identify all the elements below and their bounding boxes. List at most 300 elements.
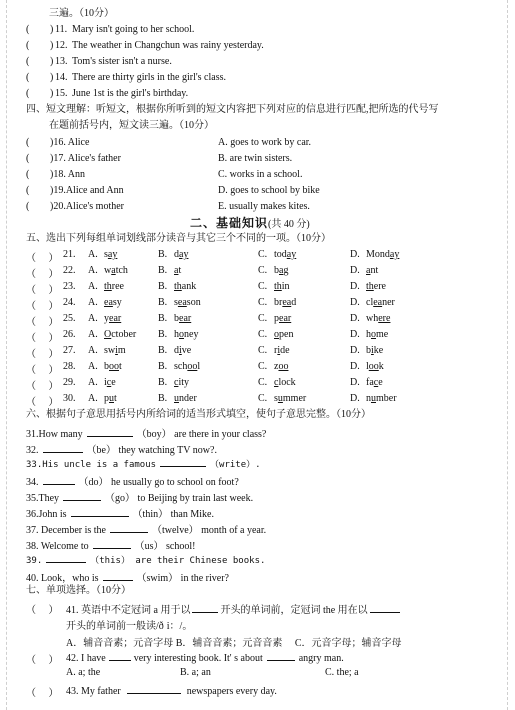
option-letter: B. <box>158 249 168 260</box>
option-letter: B. <box>158 329 168 340</box>
underlined-sound: a <box>279 265 284 276</box>
option-word <box>158 377 189 388</box>
question-42-stem <box>66 651 344 664</box>
word-part: g <box>283 265 289 276</box>
underlined-sound: th <box>174 281 182 292</box>
answer-paren-open[interactable]: ( <box>26 24 30 35</box>
sentence-start: 31.How many <box>26 429 83 440</box>
sentence-end: （twelve） month of a year. <box>151 525 267 536</box>
word-part: wh <box>366 313 379 324</box>
sentence-start: 33.His uncle is a famous <box>26 460 157 470</box>
question-number: 21. <box>63 249 76 260</box>
underlined-sound: u <box>371 393 376 404</box>
word-part: b <box>174 313 179 324</box>
section4-heading-cont: 在题前括号内，短文读三遍。（10分） <box>49 120 214 131</box>
word-part: e <box>111 377 116 388</box>
sentence-start: 39. <box>26 556 43 566</box>
match-left-item: )18. Ann <box>50 169 85 180</box>
question-stem: 开头的单词前一般读/ð <box>66 621 164 632</box>
option-word <box>350 329 388 340</box>
word-part: t <box>119 361 122 372</box>
option-word <box>88 265 128 276</box>
match-left-item: )20.Alice's mother <box>50 201 125 212</box>
question-number: 14. <box>55 72 68 83</box>
word-part: b <box>274 265 279 276</box>
underlined-sound: u <box>174 393 179 404</box>
option-word <box>258 377 296 388</box>
word-part: s <box>174 297 178 308</box>
word-part: in <box>281 281 290 292</box>
word-part: s <box>104 249 108 260</box>
answer-paren[interactable]: （ ） <box>26 365 59 376</box>
word-part: k <box>378 361 384 372</box>
option-letter: C. <box>258 297 268 308</box>
option-word <box>350 313 390 324</box>
option-letter: D. <box>350 361 360 372</box>
underlined-sound: oo <box>368 361 379 372</box>
answer-blank[interactable] <box>71 507 129 517</box>
underlined-sound: c <box>373 377 379 388</box>
option-word <box>350 281 386 292</box>
word-part: r <box>274 345 278 356</box>
word-part: lock <box>278 377 296 388</box>
option-word <box>350 265 378 276</box>
word-part: t <box>178 265 182 276</box>
question-41-line1 <box>66 601 402 616</box>
answer-blank[interactable] <box>160 457 206 467</box>
word-part: l <box>366 361 369 372</box>
fill-in-sentence <box>26 569 229 584</box>
option-word <box>158 361 200 372</box>
underlined-sound: i <box>115 345 118 356</box>
sentence-start: 40. Look，who is <box>26 573 99 584</box>
question-stem: angry man. <box>298 653 344 664</box>
word-part: ere <box>373 281 386 292</box>
statement-text: June 1st is the girl's birthday. <box>72 88 189 99</box>
option-letter: B. <box>158 265 168 276</box>
fill-in-sentence <box>26 457 261 470</box>
word-part: son <box>186 297 201 308</box>
option-letter: B. <box>158 361 168 372</box>
question-stem: 42. I have <box>66 653 106 664</box>
underlined-sound: i <box>371 345 374 356</box>
option-word <box>258 361 288 372</box>
option-word <box>258 393 306 404</box>
option-letter: A. <box>88 361 98 372</box>
option-letter: A. <box>88 281 98 292</box>
underlined-sound: u <box>277 393 283 404</box>
option-letter: A. <box>88 265 98 276</box>
option-letter: D. <box>350 329 360 340</box>
word-part: sw <box>104 345 116 356</box>
option-word <box>350 345 383 356</box>
option-word <box>88 345 126 356</box>
answer-paren[interactable]: （ ） <box>26 381 59 392</box>
word-part: mmer <box>282 393 307 404</box>
option-letter: C. <box>258 329 268 340</box>
answer-paren[interactable]: （ ） <box>26 605 59 616</box>
word-part: b <box>104 361 109 372</box>
sentence-end: （go） to Beijing by train last week. <box>105 493 254 504</box>
answer-paren-open[interactable]: ( <box>26 153 30 164</box>
option-word <box>258 329 293 340</box>
answer-paren-open[interactable]: ( <box>26 72 30 83</box>
option-word <box>88 313 121 324</box>
underlined-sound: O <box>104 329 112 340</box>
sentence-start: 35.They <box>26 493 60 504</box>
underlined-sound: a <box>366 265 371 276</box>
option-letter: C. <box>258 249 268 260</box>
answer-blank[interactable] <box>63 491 101 501</box>
option-letter: C. <box>258 345 268 356</box>
statement-text: There are thirty girls in the girl's class. <box>72 72 226 83</box>
option-word <box>258 297 296 308</box>
answer-blank[interactable] <box>103 571 133 581</box>
question-number: 15. <box>55 88 68 99</box>
question-number: 27. <box>63 345 76 356</box>
question-number: 11. <box>55 24 68 35</box>
underlined-sound: ea <box>104 297 113 308</box>
answer-paren[interactable]: （ ） <box>26 317 59 328</box>
word-part: d <box>174 345 179 356</box>
word-part: t <box>114 393 117 404</box>
word-part: d <box>174 249 179 260</box>
answer-blank[interactable] <box>192 603 218 613</box>
underlined-sound: c <box>106 377 112 388</box>
underlined-sound: ea <box>373 297 383 308</box>
match-left-item: )19.Alice and Ann <box>50 185 124 196</box>
answer-paren-close: ) <box>50 56 54 67</box>
sentence-end: （do） he usually go to school on foot? <box>78 477 239 488</box>
question-stem: 43. My father <box>66 686 121 697</box>
word-part: m <box>117 345 126 356</box>
underlined-sound: th <box>366 281 374 292</box>
option-letter: A. <box>88 377 98 388</box>
word-part: e <box>378 377 383 388</box>
fill-in-sentence <box>26 425 266 440</box>
statement-text: Tom's sister isn't a nurse. <box>72 56 172 67</box>
word-part: l <box>197 361 201 372</box>
word-part: d <box>291 297 297 308</box>
match-right-item: C. works in a school. <box>218 169 303 180</box>
answer-paren-close: ) <box>50 88 54 99</box>
sentence-end: （swim） in the river? <box>136 573 229 584</box>
match-right-item: B. are twin sisters. <box>218 153 293 164</box>
sentence-end: （thin） than Mike. <box>132 509 214 520</box>
answer-blank[interactable] <box>93 539 131 549</box>
word-part: nt <box>370 265 379 276</box>
option-letter: B. <box>158 345 168 356</box>
option-word <box>88 377 116 388</box>
answer-blank[interactable] <box>110 523 148 533</box>
page-left-border <box>6 0 8 710</box>
answer-paren-close: ) <box>50 24 54 35</box>
option-word <box>158 313 191 324</box>
option-letter: D. <box>350 281 360 292</box>
option-choice: B. a; an <box>180 667 211 678</box>
word-part: ank <box>181 281 197 292</box>
match-left-item: )16. Alice <box>50 137 90 148</box>
answer-paren-open[interactable]: ( <box>26 137 30 148</box>
word-part: de <box>280 345 290 356</box>
option-word <box>258 345 290 356</box>
option-letter: C. <box>258 377 268 388</box>
answer-paren[interactable]: （ ） <box>26 301 59 312</box>
answer-paren[interactable]: （ ） <box>26 269 59 280</box>
underlined-sound: ear <box>179 313 192 324</box>
part2-title-text: 二、基础知识 <box>190 216 269 230</box>
word-part: n <box>366 393 371 404</box>
answer-paren-close: ) <box>50 40 54 51</box>
word-part: ree <box>111 281 124 292</box>
question-43-stem <box>66 684 277 697</box>
option-letter: A. <box>88 345 98 356</box>
option-letter: A. <box>88 313 98 324</box>
sentence-end: （write）. <box>210 460 261 470</box>
option-letter: D. <box>350 313 360 324</box>
answer-paren-open[interactable]: ( <box>26 40 30 51</box>
match-right-item: A. goes to work by car. <box>218 137 312 148</box>
option-word <box>350 361 384 372</box>
option-letter: D. <box>350 297 360 308</box>
answer-blank[interactable] <box>109 651 131 661</box>
word-part: ke <box>373 345 384 356</box>
question-number: 30. <box>63 393 76 404</box>
answer-blank[interactable] <box>370 603 400 613</box>
answer-blank[interactable] <box>267 651 295 661</box>
section4-heading: 四、短文理解：听短文，根据你所听到的短文内容把下列对应的信息进行匹配,把所选的代号写 <box>26 104 439 115</box>
underlined-sound: c <box>174 377 179 388</box>
answer-blank[interactable] <box>43 475 75 485</box>
answer-paren[interactable]: （ ） <box>26 253 59 264</box>
underlined-sound: oo <box>109 361 119 372</box>
underlined-sound: o <box>179 329 184 340</box>
answer-blank[interactable] <box>43 443 83 453</box>
option-letter: B. <box>158 393 168 404</box>
option-letter: D. <box>350 393 360 404</box>
option-word <box>88 249 117 260</box>
question-number: 26. <box>63 329 76 340</box>
question-number: 23. <box>63 281 76 292</box>
sentence-end: （be） they watching TV now?. <box>86 445 217 456</box>
word-part: h <box>174 329 179 340</box>
statement-text: Mary isn't going to her school. <box>72 24 195 35</box>
word-part: b <box>366 345 371 356</box>
word-part: br <box>274 297 283 308</box>
option-word <box>88 297 122 308</box>
option-letter: A. <box>88 329 98 340</box>
option-word <box>158 297 201 308</box>
underlined-sound: o <box>371 329 376 340</box>
sentence-start: 32. <box>26 445 39 456</box>
option-word <box>88 361 122 372</box>
word-part: i <box>104 377 107 388</box>
option-letter: C. <box>258 361 268 372</box>
option-word <box>258 265 288 276</box>
option-word <box>88 393 117 404</box>
word-part: tch <box>115 265 128 276</box>
part2-points: (共 40 分) <box>268 219 310 230</box>
answer-paren[interactable]: （ ） <box>26 285 59 296</box>
question-stem: newspapers every day. <box>186 686 277 697</box>
underlined-sound: ay <box>179 249 189 260</box>
question-41-options: A．辅音音素；元音字母 B．辅音音素；元音音素 C．元音字母；辅音字母 <box>66 638 402 649</box>
question-number: 22. <box>63 265 76 276</box>
word-part: sy <box>112 297 122 308</box>
match-right-item: D. goes to school by bike <box>218 185 320 196</box>
underlined-sound: ear <box>109 313 122 324</box>
answer-paren-open[interactable]: ( <box>26 56 30 67</box>
answer-paren[interactable]: （ ） <box>26 349 59 360</box>
answer-blank[interactable] <box>127 684 181 694</box>
question-number: 29. <box>63 377 76 388</box>
word-part: ctober <box>111 329 137 340</box>
word-part: h <box>366 329 371 340</box>
fill-in-sentence <box>26 505 214 520</box>
option-word <box>158 329 198 340</box>
word-part: tod <box>274 249 287 260</box>
question-number: 28. <box>63 361 76 372</box>
underlined-sound: ay <box>389 249 400 260</box>
option-word <box>350 377 383 388</box>
underlined-sound: ea <box>177 297 187 308</box>
question-number: 12. <box>55 40 68 51</box>
underlined-sound: th <box>274 281 282 292</box>
question-stem: i：/。 <box>166 621 193 632</box>
sentence-start: 34. <box>26 477 39 488</box>
word-part: y <box>104 313 109 324</box>
option-letter: A. <box>88 297 98 308</box>
option-word <box>258 281 290 292</box>
underlined-sound: i <box>277 345 281 356</box>
match-left-item: )17. Alice's father <box>50 153 121 164</box>
option-word <box>350 249 399 260</box>
sentence-start: 38. Welcome to <box>26 541 89 552</box>
page-right-border <box>507 0 509 710</box>
word-part: p <box>274 313 279 324</box>
underlined-sound: i <box>179 345 182 356</box>
underlined-sound: oo <box>187 361 198 372</box>
option-word <box>350 297 395 308</box>
fill-in-sentence <box>26 441 217 456</box>
option-word <box>158 265 181 276</box>
word-part: ity <box>178 377 190 388</box>
underlined-sound: ere <box>378 313 391 324</box>
word-part: w <box>104 265 112 276</box>
answer-paren[interactable]: （ ） <box>26 397 59 408</box>
option-letter: A. <box>88 393 98 404</box>
word-part: cl <box>366 297 374 308</box>
underlined-sound: a <box>111 265 116 276</box>
sentence-end: （boy） are there in your class? <box>136 429 267 440</box>
question-stem: 41. 英语中不定冠词 a 用于以 <box>66 605 191 616</box>
word-part: pen <box>279 329 294 340</box>
underlined-sound: u <box>109 393 114 404</box>
option-letter: D. <box>350 345 360 356</box>
option-word <box>258 313 291 324</box>
option-word <box>88 281 124 292</box>
word-part: Mond <box>366 249 390 260</box>
underlined-sound: ay <box>107 249 118 260</box>
answer-paren-open[interactable]: ( <box>26 185 30 196</box>
question-41-line2 <box>66 617 192 632</box>
word-part: ner <box>382 297 395 308</box>
word-part: ney <box>184 329 199 340</box>
underlined-sound: oo <box>278 361 289 372</box>
underlined-sound: a <box>174 265 179 276</box>
option-word <box>158 281 196 292</box>
answer-paren-open[interactable]: ( <box>26 201 30 212</box>
option-letter: C. <box>258 281 268 292</box>
underlined-sound: o <box>274 329 279 340</box>
word-part: nder <box>179 393 197 404</box>
sentence-end: （us） school! <box>134 541 196 552</box>
word-part: p <box>104 393 109 404</box>
option-letter: C. <box>258 393 268 404</box>
option-choice: C. the; a <box>325 667 359 678</box>
option-letter: B. <box>158 297 168 308</box>
option-choice: A. a; the <box>66 667 101 678</box>
option-letter: C. <box>258 313 268 324</box>
question-number: 24. <box>63 297 76 308</box>
option-word <box>158 345 191 356</box>
underlined-sound: ay <box>286 249 297 260</box>
fill-in-sentence <box>26 521 266 536</box>
option-word <box>158 393 197 404</box>
match-right-item: E. usually makes kites. <box>218 201 310 212</box>
underlined-sound: th <box>104 281 112 292</box>
section3-tail: 三遍。（10分） <box>49 8 114 19</box>
underlined-sound: c <box>274 377 279 388</box>
option-word <box>350 393 397 404</box>
answer-blank[interactable] <box>87 427 133 437</box>
fill-in-sentence <box>26 489 253 504</box>
option-word <box>158 249 188 260</box>
answer-blank[interactable] <box>46 553 86 563</box>
option-letter: B. <box>158 313 168 324</box>
answer-paren-open[interactable]: ( <box>26 169 30 180</box>
part2-title <box>190 214 310 231</box>
section5-heading: 五、选出下列每组单词划线部分读音与其它三个不同的一项。（10分） <box>26 233 331 244</box>
option-letter: D. <box>350 377 360 388</box>
option-letter: B. <box>158 377 168 388</box>
underlined-sound: ear <box>279 313 292 324</box>
option-letter: A. <box>88 249 98 260</box>
answer-paren[interactable]: （ ） <box>26 655 59 666</box>
underlined-sound: ea <box>282 297 292 308</box>
question-number: 13. <box>55 56 68 67</box>
option-letter: D. <box>350 265 360 276</box>
question-number: 25. <box>63 313 76 324</box>
fill-in-sentence <box>26 473 239 488</box>
fill-in-sentence <box>26 553 265 566</box>
sentence-start: 36.John is <box>26 509 67 520</box>
answer-paren-close: ) <box>50 72 54 83</box>
word-part: ve <box>181 345 192 356</box>
answer-paren-open[interactable]: ( <box>26 88 30 99</box>
answer-paren[interactable]: （ ） <box>26 333 59 344</box>
question-stem: 开头的单词前，定冠词 the 用在以 <box>220 605 368 616</box>
option-letter: C. <box>258 265 268 276</box>
option-word <box>258 249 296 260</box>
statement-text: The weather in Changchun was rainy yesterday. <box>72 40 264 51</box>
fill-in-sentence <box>26 537 195 552</box>
answer-paren[interactable]: （ ） <box>26 688 59 699</box>
section7-heading: 七、单项选择。（10分） <box>26 585 131 596</box>
word-part: s <box>274 393 278 404</box>
option-word <box>88 329 136 340</box>
word-part: mber <box>376 393 397 404</box>
